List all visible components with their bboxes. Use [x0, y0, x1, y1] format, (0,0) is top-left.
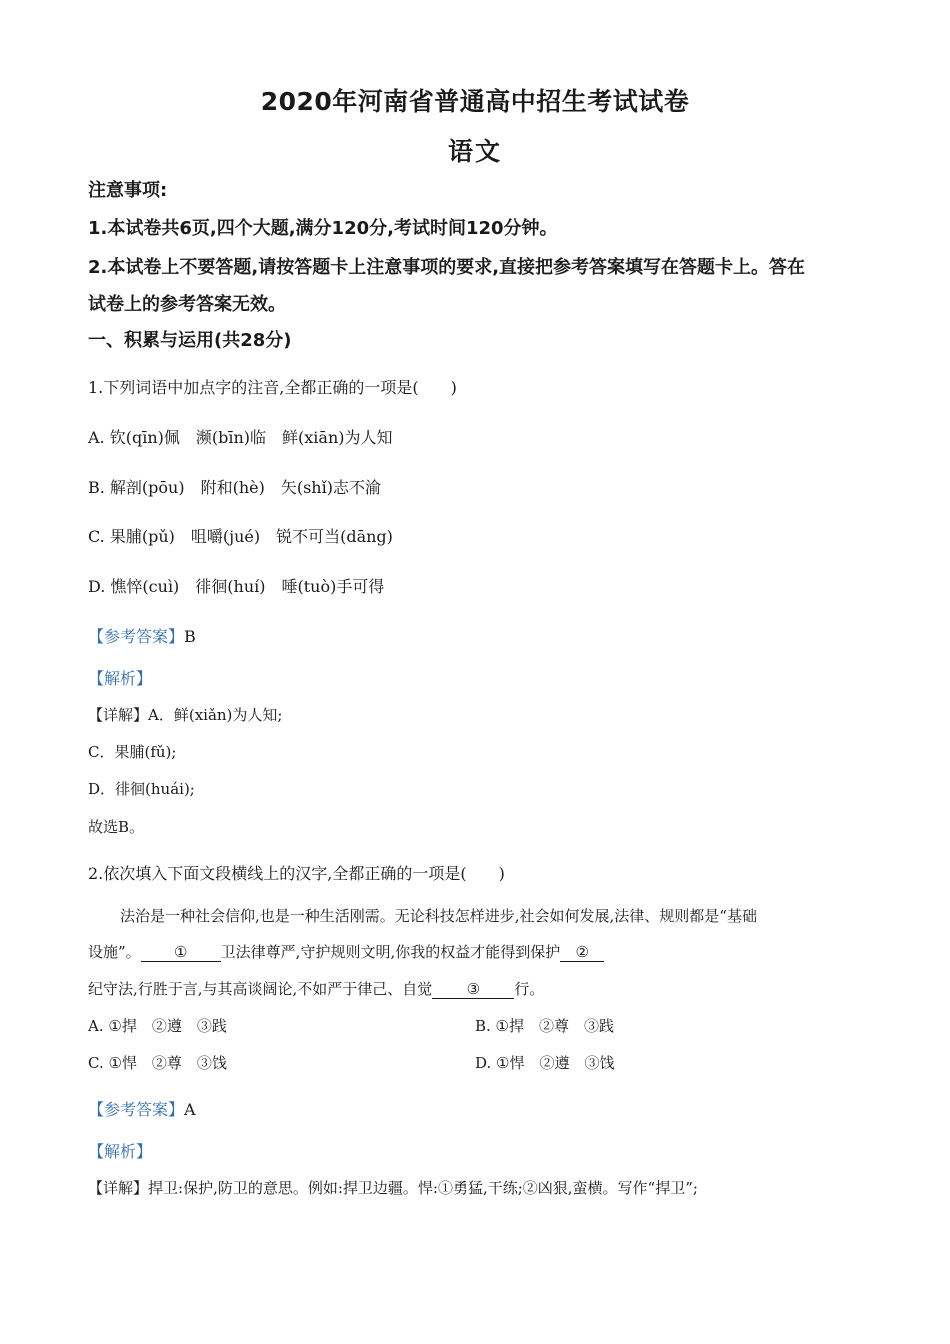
- subject-title: 语文: [447, 137, 502, 166]
- q2-answer: [88, 1097, 196, 1120]
- q2-option-d: D. ①悍 ②遵 ③饯: [475, 1054, 615, 1072]
- q2-passage-line-2: 设施”。 ① 卫法律尊严,守护规则文明,你我的权益才能得到保护 ②: [88, 941, 604, 962]
- q2-detail-line-1: 【详解】捍卫:保护,防卫的意思。例如:捍卫边疆。悍:①勇猛,干练;②凶狠,蛮横。写作“捍卫”;: [88, 1179, 698, 1197]
- q1-option-d: D. 憔悴(cuì) 徘徊(huí) 唾(tuò)手可得: [88, 577, 385, 596]
- q2-option-a: A. ①捍 ②遵 ③践: [88, 1017, 227, 1035]
- section-1-title: 一、积累与运用(共28分): [88, 330, 292, 351]
- q1-answer-value: B: [184, 627, 196, 646]
- q1-option-c: C. 果脯(pǔ) 咀嚼(jué) 锐不可当(dāng): [88, 527, 393, 546]
- q1-stem: 1.下列词语中加点字的注音,全都正确的一项是( ): [88, 378, 457, 397]
- blank-2: ②: [560, 943, 604, 962]
- q2-passage-line-1: 法治是一种社会信仰,也是一种生活刚需。无论科技怎样进步,社会如何发展,法律、规则都是“基础: [120, 907, 757, 925]
- blank-1: ①: [141, 943, 221, 962]
- q1-detail-line-1: 【详解】A．鲜(xiǎn)为人知;: [88, 706, 283, 724]
- q2-option-b: B. ①捍 ②尊 ③践: [475, 1017, 615, 1035]
- q1-detail-line-3: D．徘徊(huái);: [88, 780, 195, 798]
- q1-option-a: A. 钦(qīn)佩 濒(bīn)临 鲜(xiān)为人知: [88, 428, 393, 447]
- q2-answer-label: 【参考答案】: [88, 1100, 185, 1119]
- exam-title: 2020年河南省普通高中招生考试试卷: [260, 87, 690, 116]
- q2-passage-line-3: 纪守法,行胜于言,与其高谈阔论,不如严于律己、自觉 ③ 行。: [88, 980, 545, 998]
- notes-heading: 注意事项:: [88, 180, 168, 201]
- q1-detail-label: 【详解】: [88, 706, 149, 724]
- q1-detail-line-2: C．果脯(fǔ);: [88, 743, 177, 761]
- q2-analysis-label: 【解析】: [88, 1142, 153, 1161]
- q1-answer-label: 【参考答案】: [88, 627, 185, 646]
- q1-answer: [88, 624, 196, 647]
- q2-detail-label: 【详解】: [88, 1179, 149, 1197]
- notes-item-2-line-2: 试卷上的参考答案无效。: [88, 294, 286, 315]
- q2-option-c: C. ①悍 ②尊 ③饯: [88, 1054, 227, 1072]
- q1-analysis-label: 【解析】: [88, 669, 153, 688]
- blank-3: ③: [432, 980, 514, 999]
- q2-stem: 2.依次填入下面文段横线上的汉字,全都正确的一项是( ): [88, 864, 505, 883]
- q1-option-b: B. 解剖(pōu) 附和(hè) 矢(shǐ)志不渝: [88, 478, 381, 497]
- q2-answer-value: A: [184, 1100, 196, 1119]
- notes-item-2-line-1: 2.本试卷上不要答题,请按答题卡上注意事项的要求,直接把参考答案填写在答题卡上。答在: [88, 257, 806, 278]
- q1-detail-line-4: 故选B。: [88, 818, 145, 836]
- notes-item-1: 1.本试卷共6页,四个大题,满分120分,考试时间120分钟。: [88, 218, 558, 239]
